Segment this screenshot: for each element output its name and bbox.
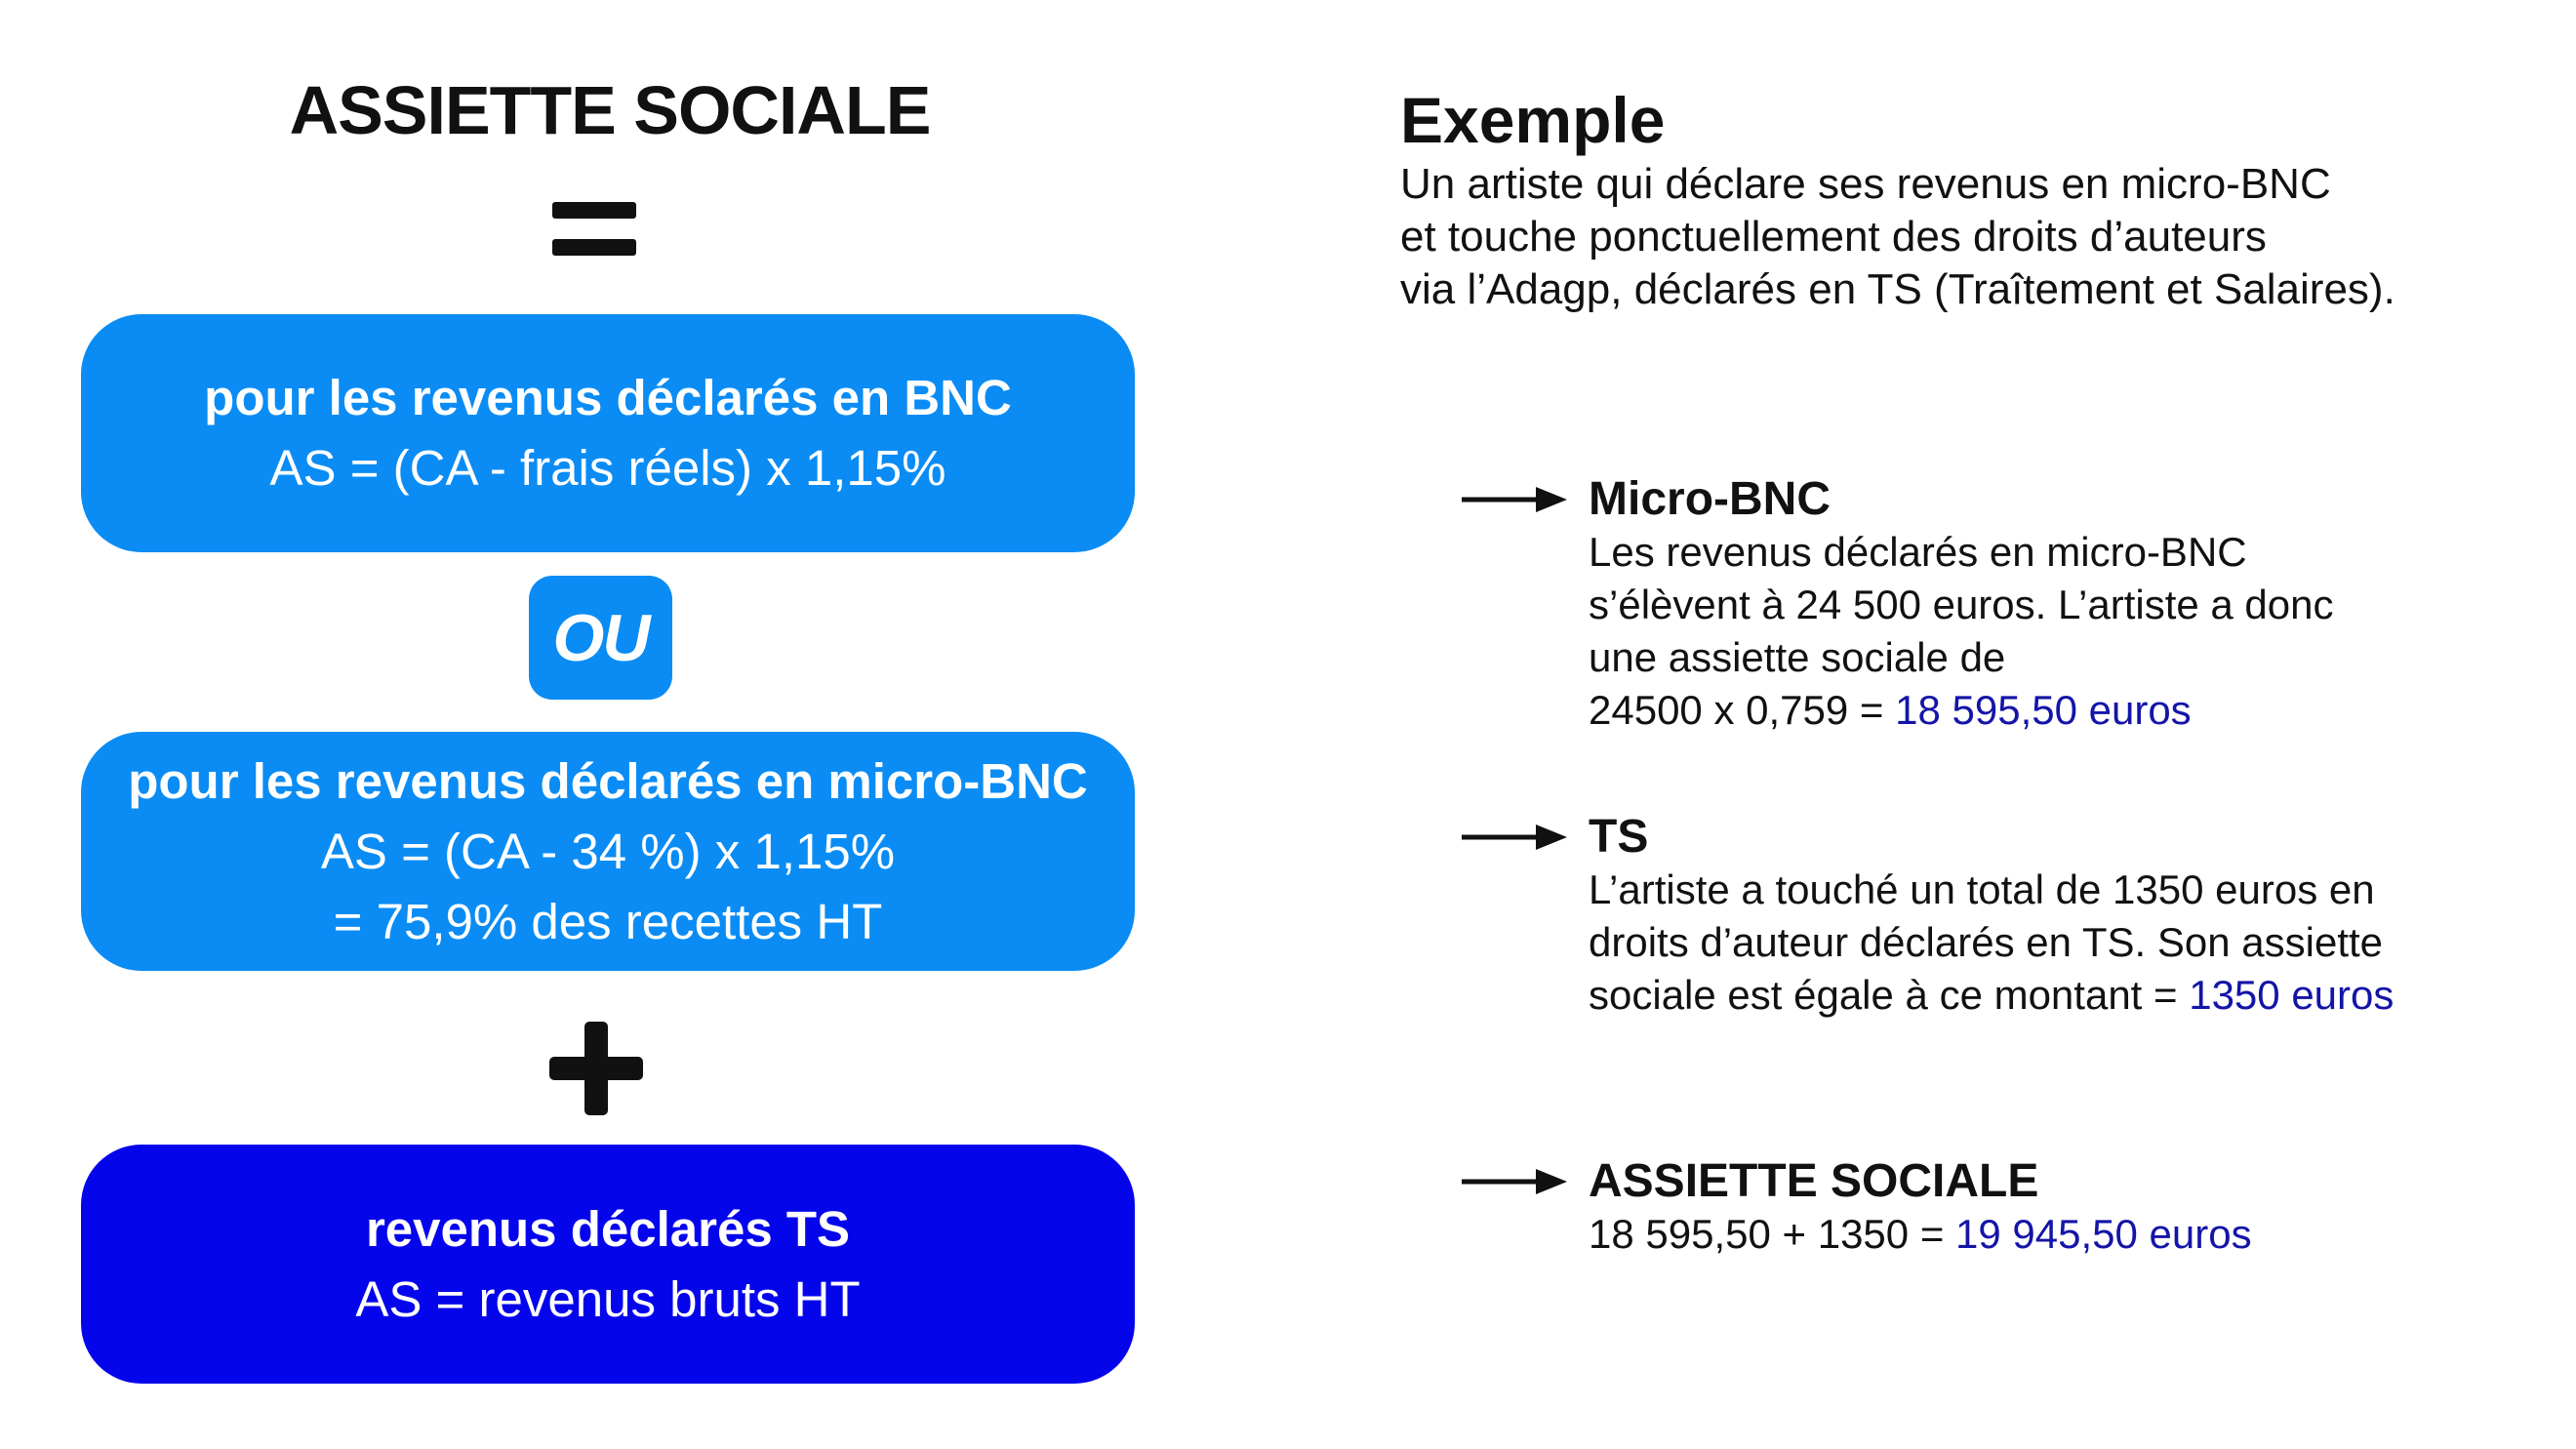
micro-bnc-box-formula: AS = (CA - 34 %) x 1,15% xyxy=(320,823,896,879)
arrow-right-icon xyxy=(1462,823,1567,852)
micro-bnc-box-title: pour les revenus déclarés en micro-BNC xyxy=(128,752,1088,809)
example-title: Exemple xyxy=(1400,84,1666,156)
bnc-box-title: pour les revenus déclarés en BNC xyxy=(204,370,1012,425)
ts-last-text: sociale est égale à ce montant = xyxy=(1589,972,2190,1018)
total-calc: 18 595,50 + 1350 = xyxy=(1589,1211,1956,1257)
micro-bnc-section xyxy=(1589,473,2334,737)
total-heading: ASSIETTE SOCIALE xyxy=(1589,1155,2039,1207)
ts-heading: TS xyxy=(1589,811,1649,863)
ts-box-title: revenus déclarés TS xyxy=(365,1200,851,1257)
ts-result: 1350 euros xyxy=(2189,972,2395,1018)
ts-line: droits d’auteur déclarés en TS. Son assiette xyxy=(1589,919,2384,965)
arrow-right-icon xyxy=(1462,485,1567,514)
example-line: Un artiste qui déclare ses revenus en micro-BNC xyxy=(1400,160,2331,208)
ts-last-line xyxy=(1589,969,2394,1022)
bnc-box-formula: AS = (CA - frais réels) x 1,15% xyxy=(269,440,946,496)
ts-box xyxy=(81,1145,1135,1384)
total-calc-line xyxy=(1589,1208,2252,1261)
micro-bnc-calc: 24500 x 0,759 = xyxy=(1589,687,1896,733)
micro-bnc-result: 18 595,50 euros xyxy=(1895,687,2192,733)
micro-bnc-heading: Micro-BNC xyxy=(1589,473,1831,525)
ts-section xyxy=(1589,811,2394,1022)
micro-bnc-line: une assiette sociale de xyxy=(1589,634,2006,680)
example-line: et touche ponctuellement des droits d’auteurs xyxy=(1400,213,2267,261)
total-section xyxy=(1589,1155,2252,1261)
example-line: via l’Adagp, déclarés en TS (Traîtement et Salaires). xyxy=(1400,265,2395,313)
arrow-right-icon xyxy=(1462,1167,1567,1196)
micro-bnc-line: s’élèvent à 24 500 euros. L’artiste a donc xyxy=(1589,582,2334,627)
example-description xyxy=(1400,158,2395,316)
micro-bnc-calc-line xyxy=(1589,684,2334,737)
assiette-sociale-title: ASSIETTE SOCIALE xyxy=(289,72,931,148)
micro-bnc-line: Les revenus déclarés en micro-BNC xyxy=(1589,529,2247,575)
ts-box-formula: AS = revenus bruts HT xyxy=(355,1270,861,1327)
total-result: 19 945,50 euros xyxy=(1955,1211,2252,1257)
micro-bnc-box-result: = 75,9% des recettes HT xyxy=(333,893,883,949)
or-badge: OU xyxy=(529,576,672,700)
micro-bnc-box xyxy=(81,732,1135,971)
bnc-box xyxy=(81,314,1135,552)
ts-line: L’artiste a touché un total de 1350 euros en xyxy=(1589,866,2375,912)
